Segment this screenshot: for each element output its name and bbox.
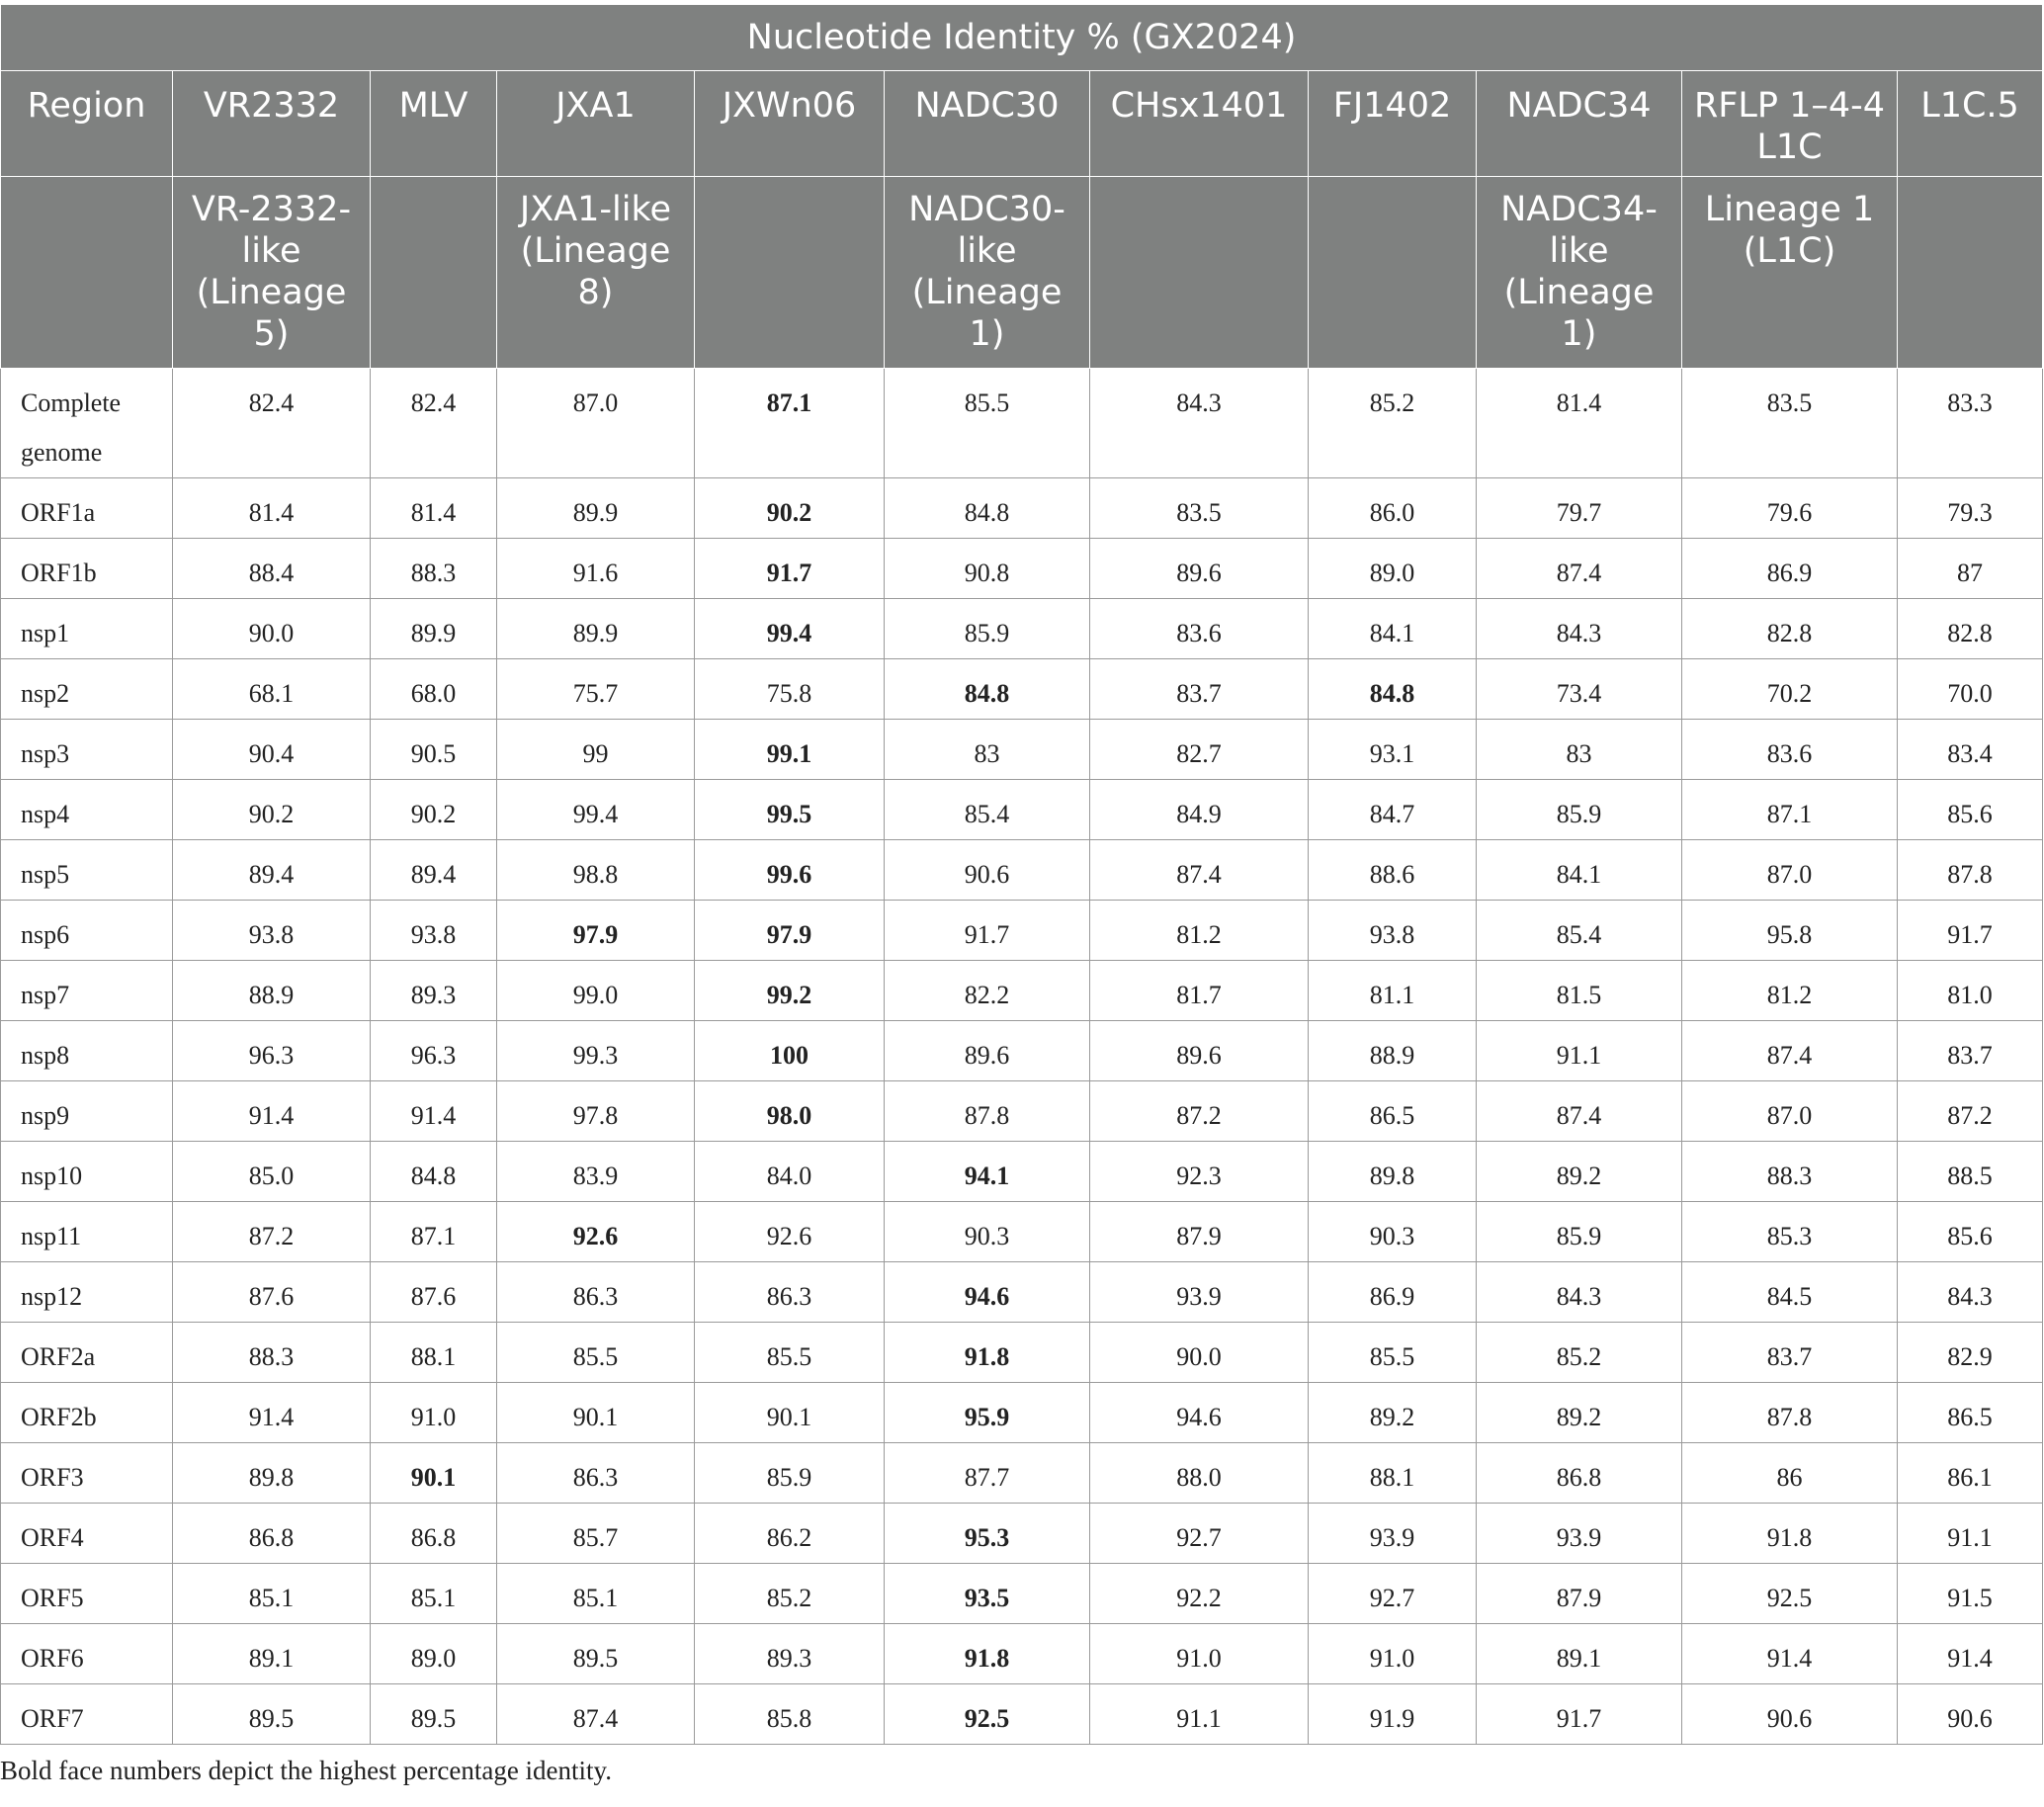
table-row [1,1081,2043,1142]
lineage-subheader: NADC30-like (Lineage 1) [885,177,1090,369]
column-header: MLV [371,71,497,177]
identity-cell: 99.2 [695,961,885,1021]
identity-cell: 89.2 [1477,1142,1682,1202]
identity-cell: 93.1 [1309,720,1477,780]
identity-cell: 88.6 [1309,840,1477,901]
identity-cell: 91.4 [1898,1624,2043,1684]
lineage-subheader [1090,177,1309,369]
identity-cell: 93.9 [1477,1504,1682,1564]
identity-cell: 81.2 [1090,901,1309,961]
table-row [1,659,2043,720]
identity-cell: 84.3 [1477,599,1682,659]
identity-cell: 91.1 [1477,1021,1682,1081]
identity-cell: 91.1 [1090,1684,1309,1745]
identity-cell: 87.4 [1477,1081,1682,1142]
identity-cell: 88.3 [371,539,497,599]
identity-cell: 85.9 [1477,1202,1682,1262]
identity-cell: 70.0 [1898,659,2043,720]
identity-cell: 90.3 [1309,1202,1477,1262]
identity-cell: 91.1 [1898,1504,2043,1564]
identity-cell: 90.4 [173,720,371,780]
identity-cell: 88.5 [1898,1142,2043,1202]
identity-cell: 89.8 [173,1443,371,1504]
identity-cell: 85.4 [1477,901,1682,961]
identity-cell: 92.6 [695,1202,885,1262]
identity-cell: 86.0 [1309,478,1477,539]
identity-cell: 73.4 [1477,659,1682,720]
table-row [1,901,2043,961]
identity-cell: 95.3 [885,1504,1090,1564]
identity-cell: 85.7 [497,1504,695,1564]
identity-cell: 85.5 [695,1323,885,1383]
identity-cell: 87.4 [1477,539,1682,599]
table-row [1,720,2043,780]
region-cell: nsp4 [1,780,173,840]
region-cell: ORF4 [1,1504,173,1564]
identity-cell: 99.6 [695,840,885,901]
identity-cell: 75.8 [695,659,885,720]
identity-cell: 86.5 [1309,1081,1477,1142]
identity-cell: 83.3 [1898,369,2043,478]
identity-cell: 84.9 [1090,780,1309,840]
identity-cell: 92.5 [1682,1564,1898,1624]
identity-cell: 86.5 [1898,1383,2043,1443]
identity-cell: 86.8 [371,1504,497,1564]
identity-cell: 83.6 [1682,720,1898,780]
identity-cell: 89.6 [1090,1021,1309,1081]
identity-cell: 89.3 [371,961,497,1021]
column-header: NADC34 [1477,71,1682,177]
identity-cell: 87.9 [1090,1202,1309,1262]
region-cell: Complete genome [1,369,173,478]
identity-cell: 68.0 [371,659,497,720]
lineage-subheader [1309,177,1477,369]
identity-cell: 85.5 [497,1323,695,1383]
identity-cell: 79.6 [1682,478,1898,539]
identity-cell: 99 [497,720,695,780]
identity-cell: 87.2 [1898,1081,2043,1142]
region-cell: ORF3 [1,1443,173,1504]
identity-cell: 85.1 [497,1564,695,1624]
identity-cell: 88.3 [173,1323,371,1383]
identity-cell: 94.6 [1090,1383,1309,1443]
identity-cell: 87.0 [497,369,695,478]
region-cell: nsp10 [1,1142,173,1202]
identity-cell: 96.3 [371,1021,497,1081]
identity-cell: 87.1 [695,369,885,478]
column-header: FJ1402 [1309,71,1477,177]
identity-cell: 81.4 [173,478,371,539]
identity-cell: 86.3 [497,1262,695,1323]
identity-cell: 87.6 [371,1262,497,1323]
identity-cell: 81.4 [371,478,497,539]
identity-cell: 91.0 [1309,1624,1477,1684]
column-header: CHsx1401 [1090,71,1309,177]
identity-cell: 89.8 [1309,1142,1477,1202]
identity-cell: 85.9 [1477,780,1682,840]
identity-cell: 91.7 [1477,1684,1682,1745]
region-cell: nsp9 [1,1081,173,1142]
identity-cell: 87.8 [1898,840,2043,901]
identity-cell: 91.8 [885,1624,1090,1684]
table-body [1,369,2043,1745]
identity-cell: 82.4 [371,369,497,478]
identity-cell: 85.9 [885,599,1090,659]
identity-cell: 90.0 [173,599,371,659]
table-row [1,478,2043,539]
identity-cell: 90.6 [885,840,1090,901]
identity-cell: 87.0 [1682,840,1898,901]
identity-cell: 89.1 [1477,1624,1682,1684]
identity-cell: 82.4 [173,369,371,478]
identity-cell: 82.9 [1898,1323,2043,1383]
identity-cell: 91.8 [1682,1504,1898,1564]
table-row [1,780,2043,840]
identity-cell: 90.1 [371,1443,497,1504]
identity-cell: 92.3 [1090,1142,1309,1202]
identity-cell: 85.0 [173,1142,371,1202]
identity-cell: 85.2 [1477,1323,1682,1383]
region-cell: nsp6 [1,901,173,961]
identity-cell: 86.2 [695,1504,885,1564]
identity-cell: 84.1 [1477,840,1682,901]
identity-cell: 91.4 [1682,1624,1898,1684]
identity-cell: 91.4 [173,1081,371,1142]
table-footnote: Bold face numbers depict the highest percentage identity. [0,1756,613,1785]
region-cell: nsp3 [1,720,173,780]
identity-cell: 93.5 [885,1564,1090,1624]
identity-cell: 83.7 [1090,659,1309,720]
identity-cell: 95.9 [885,1383,1090,1443]
identity-cell: 93.9 [1309,1504,1477,1564]
identity-cell: 85.6 [1898,1202,2043,1262]
identity-cell: 81.1 [1309,961,1477,1021]
identity-cell: 87.4 [1682,1021,1898,1081]
identity-cell: 87.1 [371,1202,497,1262]
column-header: NADC30 [885,71,1090,177]
identity-cell: 83.6 [1090,599,1309,659]
identity-cell: 98.0 [695,1081,885,1142]
identity-cell: 89.1 [173,1624,371,1684]
identity-cell: 79.3 [1898,478,2043,539]
identity-cell: 90.1 [497,1383,695,1443]
identity-cell: 89.5 [173,1684,371,1745]
identity-cell: 100 [695,1021,885,1081]
identity-cell: 91.0 [1090,1624,1309,1684]
identity-cell: 91.7 [885,901,1090,961]
identity-cell: 90.6 [1898,1684,2043,1745]
identity-cell: 90.8 [885,539,1090,599]
table-row [1,1142,2043,1202]
identity-cell: 90.3 [885,1202,1090,1262]
identity-cell: 84.3 [1477,1262,1682,1323]
identity-cell: 91.7 [695,539,885,599]
table-title: Nucleotide Identity % (GX2024) [1,5,2043,71]
identity-cell: 87 [1898,539,2043,599]
table-row [1,1202,2043,1262]
lineage-subheader: JXA1-like (Lineage 8) [497,177,695,369]
column-header: JXWn06 [695,71,885,177]
identity-cell: 87.6 [173,1262,371,1323]
identity-cell: 87.8 [885,1081,1090,1142]
identity-cell: 85.6 [1898,780,2043,840]
identity-cell: 90.0 [1090,1323,1309,1383]
identity-cell: 87.1 [1682,780,1898,840]
identity-cell: 88.9 [1309,1021,1477,1081]
identity-cell: 90.2 [371,780,497,840]
identity-cell: 88.1 [371,1323,497,1383]
identity-cell: 97.9 [497,901,695,961]
identity-cell: 96.3 [173,1021,371,1081]
region-cell: ORF1a [1,478,173,539]
identity-cell: 87.0 [1682,1081,1898,1142]
identity-cell: 99.1 [695,720,885,780]
column-header-row [1,71,2043,177]
identity-cell: 87.4 [1090,840,1309,901]
identity-cell: 90.2 [173,780,371,840]
identity-cell: 83.7 [1682,1323,1898,1383]
identity-cell: 89.5 [371,1684,497,1745]
identity-cell: 92.7 [1309,1564,1477,1624]
identity-cell: 93.8 [173,901,371,961]
identity-cell: 88.3 [1682,1142,1898,1202]
identity-cell: 84.7 [1309,780,1477,840]
identity-cell: 89.2 [1477,1383,1682,1443]
identity-cell: 85.5 [1309,1323,1477,1383]
identity-cell: 87.2 [1090,1081,1309,1142]
identity-cell: 86.8 [173,1504,371,1564]
region-cell: nsp7 [1,961,173,1021]
lineage-subheader [371,177,497,369]
identity-cell: 79.7 [1477,478,1682,539]
identity-cell: 89.0 [1309,539,1477,599]
table-row [1,1262,2043,1323]
identity-cell: 83 [1477,720,1682,780]
lineage-header-row [1,177,2043,369]
identity-cell: 87.2 [173,1202,371,1262]
identity-cell: 97.9 [695,901,885,961]
identity-cell: 85.2 [1309,369,1477,478]
table-row [1,1021,2043,1081]
lineage-subheader: VR-2332-like (Lineage 5) [173,177,371,369]
identity-cell: 92.7 [1090,1504,1309,1564]
identity-cell: 86 [1682,1443,1898,1504]
identity-cell: 83.5 [1682,369,1898,478]
identity-cell: 84.3 [1090,369,1309,478]
identity-cell: 87.4 [497,1684,695,1745]
table-row [1,1443,2043,1504]
identity-cell: 89.0 [371,1624,497,1684]
identity-cell: 91.9 [1309,1684,1477,1745]
table-row [1,961,2043,1021]
column-header: JXA1 [497,71,695,177]
column-header: Region [1,71,173,177]
identity-cell: 75.7 [497,659,695,720]
identity-cell: 85.1 [371,1564,497,1624]
identity-cell: 85.9 [695,1443,885,1504]
table-row [1,840,2043,901]
identity-cell: 94.1 [885,1142,1090,1202]
identity-cell: 90.1 [695,1383,885,1443]
region-cell: nsp11 [1,1202,173,1262]
table-row [1,539,2043,599]
column-header: RFLP 1–4-4 L1C [1682,71,1898,177]
identity-cell: 83.4 [1898,720,2043,780]
region-cell: nsp8 [1,1021,173,1081]
identity-cell: 86.3 [497,1443,695,1504]
identity-cell: 88.1 [1309,1443,1477,1504]
lineage-subheader [1,177,173,369]
identity-cell: 81.0 [1898,961,2043,1021]
identity-cell: 84.0 [695,1142,885,1202]
identity-cell: 86.3 [695,1262,885,1323]
identity-cell: 91.0 [371,1383,497,1443]
region-cell: nsp2 [1,659,173,720]
identity-cell: 89.2 [1309,1383,1477,1443]
identity-cell: 83.9 [497,1142,695,1202]
identity-cell: 91.4 [173,1383,371,1443]
identity-cell: 87.7 [885,1443,1090,1504]
table-row [1,1564,2043,1624]
identity-cell: 85.1 [173,1564,371,1624]
identity-cell: 93.8 [1309,901,1477,961]
region-cell: ORF2b [1,1383,173,1443]
table-row [1,369,2043,478]
identity-cell: 82.2 [885,961,1090,1021]
identity-table [0,4,2043,1745]
identity-cell: 84.8 [371,1142,497,1202]
identity-cell: 82.7 [1090,720,1309,780]
identity-cell: 91.8 [885,1323,1090,1383]
identity-cell: 85.3 [1682,1202,1898,1262]
identity-cell: 68.1 [173,659,371,720]
region-cell: nsp5 [1,840,173,901]
identity-cell: 86.9 [1682,539,1898,599]
identity-cell: 93.9 [1090,1262,1309,1323]
table-row [1,1504,2043,1564]
identity-cell: 99.3 [497,1021,695,1081]
lineage-subheader: Lineage 1 (L1C) [1682,177,1898,369]
identity-cell: 91.7 [1898,901,2043,961]
region-cell: nsp12 [1,1262,173,1323]
lineage-subheader [1898,177,2043,369]
identity-cell: 89.3 [695,1624,885,1684]
identity-cell: 89.9 [371,599,497,659]
identity-cell: 90.2 [695,478,885,539]
identity-cell: 85.4 [885,780,1090,840]
identity-cell: 85.8 [695,1684,885,1745]
region-cell: ORF7 [1,1684,173,1745]
table-row [1,599,2043,659]
identity-cell: 86.8 [1477,1443,1682,1504]
identity-cell: 85.2 [695,1564,885,1624]
identity-cell: 81.7 [1090,961,1309,1021]
identity-cell: 84.8 [885,659,1090,720]
identity-cell: 84.1 [1309,599,1477,659]
region-cell: ORF1b [1,539,173,599]
table-container [0,4,2044,1790]
identity-cell: 92.6 [497,1202,695,1262]
identity-cell: 86.9 [1309,1262,1477,1323]
region-cell: ORF6 [1,1624,173,1684]
region-cell: nsp1 [1,599,173,659]
identity-cell: 90.6 [1682,1684,1898,1745]
identity-cell: 93.8 [371,901,497,961]
identity-cell: 82.8 [1682,599,1898,659]
identity-cell: 97.8 [497,1081,695,1142]
identity-cell: 88.0 [1090,1443,1309,1504]
identity-cell: 88.9 [173,961,371,1021]
identity-cell: 83.7 [1898,1021,2043,1081]
column-header: L1C.5 [1898,71,2043,177]
table-row [1,1684,2043,1745]
identity-cell: 88.4 [173,539,371,599]
identity-cell: 91.6 [497,539,695,599]
identity-cell: 90.5 [371,720,497,780]
identity-cell: 70.2 [1682,659,1898,720]
identity-cell: 87.8 [1682,1383,1898,1443]
table-row [1,1383,2043,1443]
lineage-subheader: NADC34-like (Lineage 1) [1477,177,1682,369]
identity-cell: 92.2 [1090,1564,1309,1624]
table-row [1,1323,2043,1383]
identity-cell: 98.8 [497,840,695,901]
identity-cell: 85.5 [885,369,1090,478]
identity-cell: 91.5 [1898,1564,2043,1624]
identity-cell: 84.8 [885,478,1090,539]
identity-cell: 89.9 [497,599,695,659]
identity-cell: 84.3 [1898,1262,2043,1323]
identity-cell: 91.4 [371,1081,497,1142]
identity-cell: 99.4 [497,780,695,840]
identity-cell: 94.6 [885,1262,1090,1323]
identity-cell: 99.4 [695,599,885,659]
identity-cell: 89.6 [885,1021,1090,1081]
identity-cell: 89.4 [371,840,497,901]
identity-cell: 95.8 [1682,901,1898,961]
identity-cell: 83.5 [1090,478,1309,539]
identity-cell: 81.4 [1477,369,1682,478]
identity-cell: 92.5 [885,1684,1090,1745]
identity-cell: 84.5 [1682,1262,1898,1323]
table-row [1,1624,2043,1684]
identity-cell: 89.4 [173,840,371,901]
identity-cell: 87.9 [1477,1564,1682,1624]
region-cell: ORF5 [1,1564,173,1624]
identity-cell: 89.9 [497,478,695,539]
identity-cell: 84.8 [1309,659,1477,720]
identity-cell: 81.2 [1682,961,1898,1021]
identity-cell: 99.0 [497,961,695,1021]
identity-cell: 86.1 [1898,1443,2043,1504]
lineage-subheader [695,177,885,369]
identity-cell: 82.8 [1898,599,2043,659]
column-header: VR2332 [173,71,371,177]
identity-cell: 99.5 [695,780,885,840]
region-cell: ORF2a [1,1323,173,1383]
identity-cell: 81.5 [1477,961,1682,1021]
identity-cell: 89.6 [1090,539,1309,599]
identity-cell: 89.5 [497,1624,695,1684]
identity-cell: 83 [885,720,1090,780]
